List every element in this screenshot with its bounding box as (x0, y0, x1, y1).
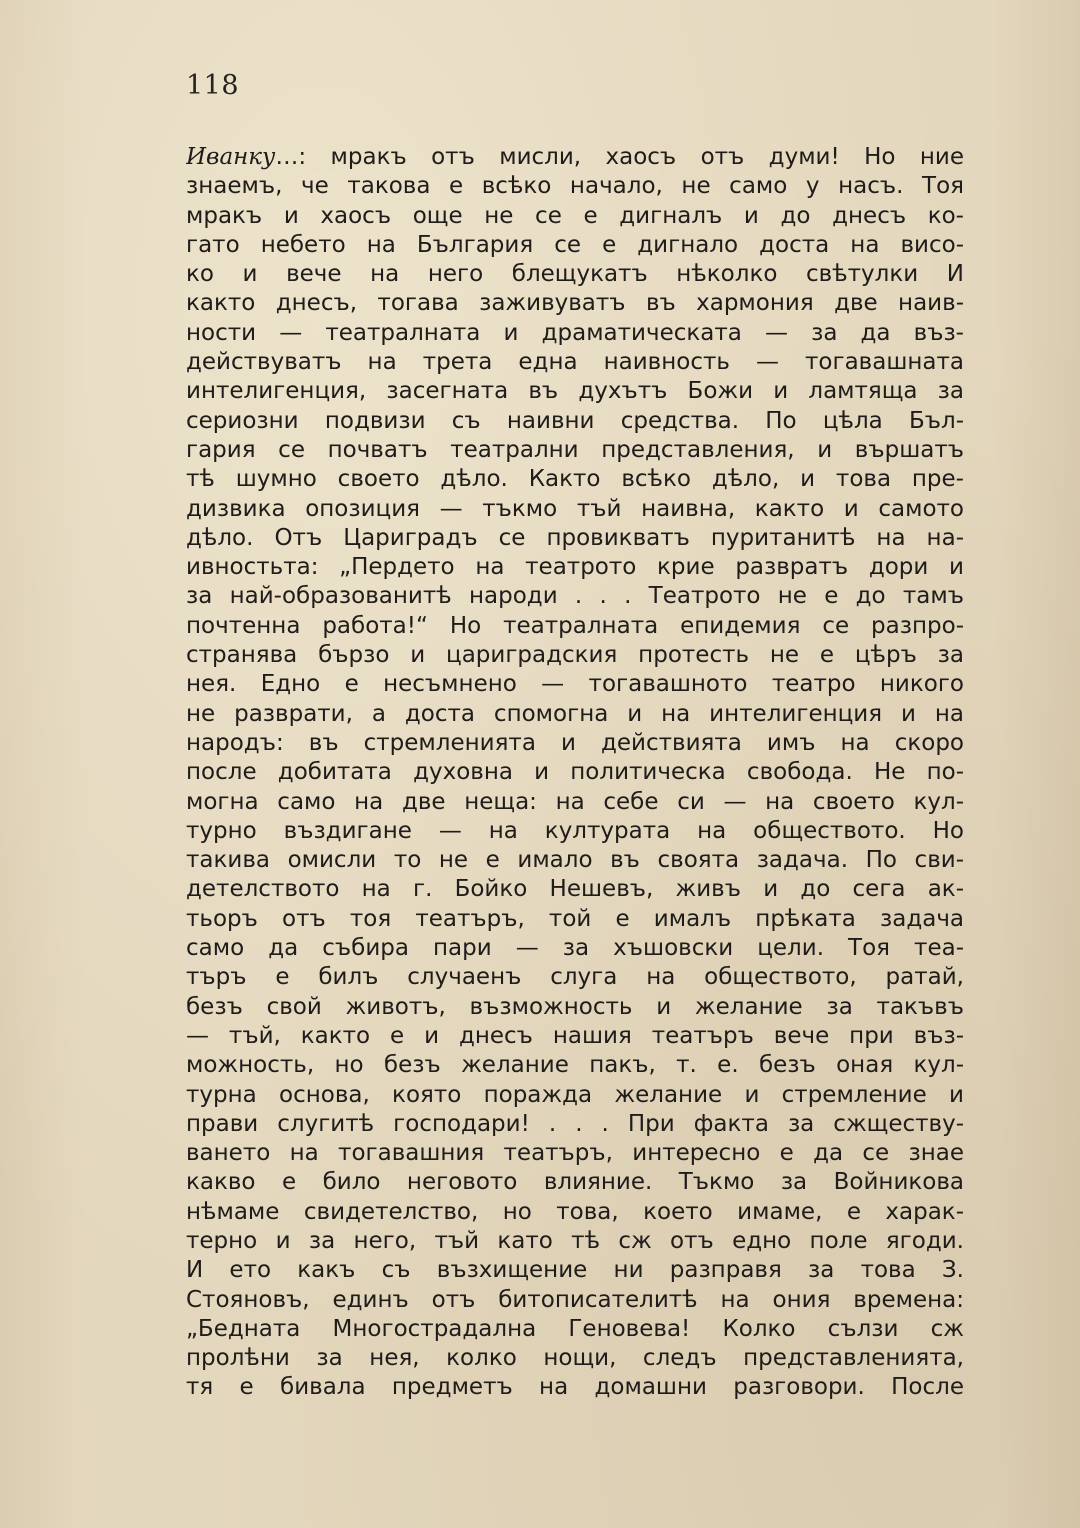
text-line: могна само на две неща: на себе си — на своето кул- (186, 788, 964, 815)
text-line: интелигенция, засегната въ духътъ Божи и ламтяща за (186, 378, 964, 405)
text-line: можность, но безъ желание пакъ, т. е. безъ оная кул- (186, 1052, 964, 1079)
text-line: какво е било неговото влияние. Тъкмо за Войникова (186, 1169, 964, 1196)
text-line: тя е бивала предметъ на домашни разговори. После (186, 1374, 964, 1401)
text-line: дѣло. Отъ Цариградъ се провикватъ пуританитѣ на на- (186, 524, 964, 551)
text-line: ването на тогавашния театъръ, интересно е да се знае (186, 1140, 964, 1167)
text-line: гато небето на България се е дигнало доста на висо- (186, 231, 964, 258)
text-line: терно и за него, тъй като тѣ сж отъ едно поле ягоди. (186, 1227, 964, 1254)
text-line: не разврати, а доста спомогна и на интелигенция и на (186, 700, 964, 727)
text-line: — тъй, както е и днесъ нашия театъръ вече при въз- (186, 1022, 964, 1049)
italic-name: Иванку (186, 144, 276, 170)
first-line-rest: …: мракъ отъ мисли, хаосъ отъ думи! Но ние (275, 144, 964, 170)
text-line: турна основа, която поражда желание и стремление и (186, 1081, 964, 1108)
text-line: нея. Едно е несъмнено — тогавашното театро никого (186, 671, 964, 698)
text-line: И ето какъ съ възхищение ни разправя за това З. (186, 1257, 964, 1284)
text-line: Стояновъ, единъ отъ битописателитѣ на ония времена: (186, 1286, 964, 1313)
text-line: ко и вече на него блещукатъ нѣколко свѣтулки И (186, 261, 964, 288)
text-line: търъ е билъ случаенъ слуга на обществото, ратай, (186, 964, 964, 991)
text-line: за най-образованитѣ народи . . . Театрото не е до тамъ (186, 583, 964, 610)
body-text (186, 143, 964, 1403)
text-line: странява бързо и цариградския протесть не е цѣръ за (186, 642, 964, 669)
text-line: знаемъ, че такова е всѣко начало, не само у насъ. Тоя (186, 173, 964, 200)
text-line: такива омисли то не е имало въ своята задача. По сви- (186, 847, 964, 874)
text-line: почтенна работа!“ Но театралната епидемия се разпро- (186, 612, 964, 639)
text-line: нѣмаме свидетелство, но това, което имаме, е харак- (186, 1198, 964, 1225)
text-line: гария се почватъ театрални представления, и вършатъ (186, 436, 964, 463)
text-line: прави слугитѣ господари! . . . При факта за сжществу- (186, 1110, 964, 1137)
text-line: ивностьта: „Пердето на театрото крие развратъ дори и (186, 554, 964, 581)
text-line: дизвика опозиция — тъкмо тъй наивна, както и самото (186, 495, 964, 522)
text-line: мракъ и хаосъ още не се е дигналъ и до днесъ ко- (186, 202, 964, 229)
text-line: действуватъ на трета една наивность — тогавашната (186, 349, 964, 376)
text-line: тѣ шумно своето дѣло. Както всѣко дѣло, и това пре- (186, 466, 964, 493)
text-line: сериозни подвизи съ наивни средства. По цѣла Бъл- (186, 407, 964, 434)
text-line: турно въздигане — на културата на обществото. Но (186, 817, 964, 844)
text-line: тьоръ отъ тоя театъръ, той е ималъ прѣката задача (186, 905, 964, 932)
text-line: после добитата духовна и политическа свобода. Не по- (186, 759, 964, 786)
text-line: безъ свой животъ, възможность и желание за такъвъ (186, 993, 964, 1020)
text-line: ности — театралната и драматическата — за да въз- (186, 319, 964, 346)
page-number: 118 (186, 70, 240, 101)
text-line: само да събира пари — за хъшовски цели. Тоя теа- (186, 935, 964, 962)
text-line: както днесъ, тогава заживуватъ въ хармония две наив- (186, 290, 964, 317)
text-line (186, 143, 964, 172)
text-line: детелството на г. Бойко Нешевъ, живъ и до сега ак- (186, 876, 964, 903)
text-line: пролѣни за нея, колко нощи, следъ представленията, (186, 1345, 964, 1372)
text-line: народъ: въ стремленията и действията имъ на скоро (186, 729, 964, 756)
text-line: „Бедната Многострадална Геновева! Колко сълзи сж (186, 1315, 964, 1342)
